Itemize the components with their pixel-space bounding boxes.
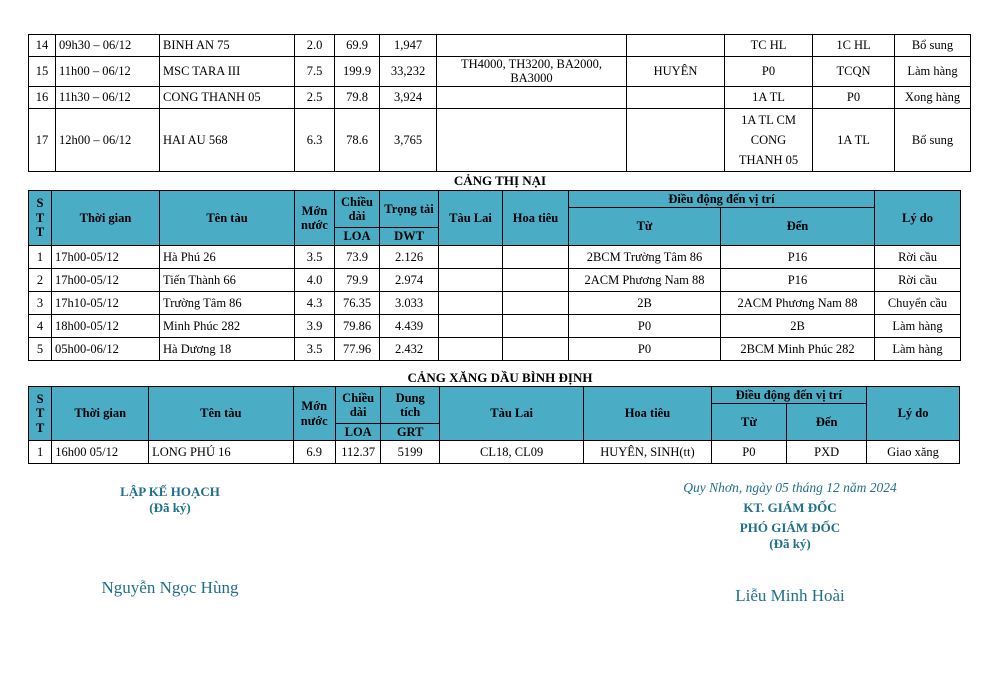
- left-role: LẬP KẾ HOẠCH: [120, 484, 220, 499]
- left-signed: (Đã ký): [149, 500, 191, 515]
- col-stt: S T T: [29, 387, 52, 441]
- cell-draft: 3.5: [295, 338, 335, 361]
- table-row: [29, 246, 961, 269]
- cell-from: P0: [711, 441, 787, 464]
- cell-to: TCQN: [813, 57, 895, 87]
- cell-stt: 3: [29, 292, 52, 315]
- cell-time: 11h00 – 06/12: [56, 57, 160, 87]
- cell-ship: Minh Phúc 282: [160, 315, 295, 338]
- xang-dau-table: [28, 386, 960, 464]
- cell-from: P0: [569, 315, 721, 338]
- cell-pilot: [503, 269, 569, 292]
- col-from: Từ: [569, 208, 721, 246]
- cell-ship: MSC TARA III: [160, 57, 295, 87]
- col-tonnage: Trọng tải: [380, 191, 439, 228]
- cell-tug: CL18, CL09: [439, 441, 583, 464]
- cell-draft: 2.0: [295, 35, 335, 57]
- col-time: Thời gian: [52, 191, 160, 246]
- cell-tug: TH4000, TH3200, BA2000, BA3000: [437, 57, 627, 87]
- col-tug: Tàu Lai: [439, 387, 583, 441]
- cell-time: 16h00 05/12: [52, 441, 149, 464]
- left-signature: [80, 484, 260, 598]
- col-loa: LOA: [335, 424, 380, 441]
- col-reason: Lý do: [867, 387, 960, 441]
- cell-tug: [439, 338, 503, 361]
- cell-draft: 6.3: [295, 108, 335, 171]
- cell-pilot: HUYÊN, SINH(tt): [584, 441, 711, 464]
- col-capacity: Dung tích: [381, 387, 440, 424]
- cell-tug: [439, 269, 503, 292]
- cell-from: 2ACM Phương Nam 88: [569, 269, 721, 292]
- cell-stt: 14: [29, 35, 56, 57]
- cell-stt: 17: [29, 108, 56, 171]
- cell-time: 17h00-05/12: [52, 246, 160, 269]
- col-pilot: Hoa tiêu: [503, 191, 569, 246]
- cell-loa: 76.35: [335, 292, 380, 315]
- cell-dwt: 3,924: [380, 86, 437, 108]
- cell-time: 12h00 – 06/12: [56, 108, 160, 171]
- cell-tug: [439, 246, 503, 269]
- cell-draft: 3.5: [295, 246, 335, 269]
- cell-from: 1A TL: [725, 86, 813, 108]
- cell-reason: Xong hàng: [895, 86, 971, 108]
- left-name: Nguyễn Ngọc Hùng: [101, 578, 239, 597]
- right-signature: [630, 480, 950, 606]
- cell-ship: CONG THANH 05: [160, 86, 295, 108]
- cell-from: 2BCM Trường Tâm 86: [569, 246, 721, 269]
- col-reason: Lý do: [875, 191, 961, 246]
- col-loa: LOA: [335, 228, 380, 246]
- thi-nai-table: [28, 190, 961, 361]
- cell-ship: Hà Dương 18: [160, 338, 295, 361]
- col-grt: GRT: [381, 424, 440, 441]
- cell-ship: Hà Phú 26: [160, 246, 295, 269]
- table-row: [29, 35, 971, 57]
- cell-reason: Làm hàng: [875, 338, 961, 361]
- col-time: Thời gian: [52, 387, 149, 441]
- col-length: Chiều dài: [335, 191, 380, 228]
- cell-draft: 6.9: [293, 441, 335, 464]
- cell-reason: Làm hàng: [875, 315, 961, 338]
- col-to: Đến: [721, 208, 875, 246]
- col-from: Từ: [711, 404, 787, 441]
- cell-ship: HAI AU 568: [160, 108, 295, 171]
- table-row: [29, 57, 971, 87]
- cell-dwt: 4.439: [380, 315, 439, 338]
- cell-tug: [437, 108, 627, 171]
- cell-to: P16: [721, 269, 875, 292]
- cell-from: TC HL: [725, 35, 813, 57]
- cell-time: 17h00-05/12: [52, 269, 160, 292]
- cell-reason: Giao xăng: [867, 441, 960, 464]
- col-move: Điều động đến vị trí: [711, 387, 867, 404]
- cell-grt: 5199: [381, 441, 440, 464]
- cell-stt: 1: [29, 441, 52, 464]
- continuation-table: [28, 34, 971, 172]
- cell-pilot: [503, 292, 569, 315]
- table-row: [29, 108, 971, 171]
- cell-loa: 112.37: [335, 441, 380, 464]
- cell-draft: 4.0: [295, 269, 335, 292]
- cell-pilot: [627, 108, 725, 171]
- cell-dwt: 2.974: [380, 269, 439, 292]
- xang-dau-title: CẢNG XĂNG DẦU BÌNH ĐỊNH: [407, 370, 593, 385]
- col-pilot: Hoa tiêu: [584, 387, 711, 441]
- cell-draft: 7.5: [295, 57, 335, 87]
- cell-from: 1A TL CM CONG THANH 05: [725, 108, 813, 171]
- cell-ship: LONG PHÚ 16: [149, 441, 293, 464]
- cell-time: 05h00-06/12: [52, 338, 160, 361]
- cell-to: 1A TL: [813, 108, 895, 171]
- cell-loa: 79.86: [335, 315, 380, 338]
- col-tug: Tàu Lai: [439, 191, 503, 246]
- col-stt: S T T: [29, 191, 52, 246]
- cell-tug: [439, 315, 503, 338]
- col-move: Điều động đến vị trí: [569, 191, 875, 208]
- cell-to: P16: [721, 246, 875, 269]
- cell-to: PXD: [787, 441, 867, 464]
- cell-reason: Rời cầu: [875, 246, 961, 269]
- cell-from: P0: [725, 57, 813, 87]
- cell-loa: 69.9: [335, 35, 380, 57]
- table-row: [29, 292, 961, 315]
- cell-draft: 2.5: [295, 86, 335, 108]
- cell-pilot: HUYÊN: [627, 57, 725, 87]
- table-row: [29, 315, 961, 338]
- cell-loa: 73.9: [335, 246, 380, 269]
- cell-reason: Rời cầu: [875, 269, 961, 292]
- cell-tug: [437, 86, 627, 108]
- cell-time: 11h30 – 06/12: [56, 86, 160, 108]
- cell-ship: Tiến Thành 66: [160, 269, 295, 292]
- right-name: Liễu Minh Hoài: [735, 586, 845, 605]
- right-signed: (Đã ký): [769, 536, 811, 551]
- cell-to: 2ACM Phương Nam 88: [721, 292, 875, 315]
- col-dwt: DWT: [380, 228, 439, 246]
- cell-stt: 1: [29, 246, 52, 269]
- cell-stt: 16: [29, 86, 56, 108]
- cell-draft: 4.3: [295, 292, 335, 315]
- cell-pilot: [627, 35, 725, 57]
- cell-stt: 5: [29, 338, 52, 361]
- cell-loa: 199.9: [335, 57, 380, 87]
- cell-stt: 4: [29, 315, 52, 338]
- cell-loa: 79.8: [335, 86, 380, 108]
- cell-reason: Bổ sung: [895, 108, 971, 171]
- cell-from: P0: [569, 338, 721, 361]
- cell-reason: Chuyển cầu: [875, 292, 961, 315]
- cell-to: 2BCM Minh Phúc 282: [721, 338, 875, 361]
- cell-time: 17h10-05/12: [52, 292, 160, 315]
- cell-reason: Làm hàng: [895, 57, 971, 87]
- cell-pilot: [503, 315, 569, 338]
- right-role-1: KT. GIÁM ĐỐC: [743, 500, 837, 515]
- right-role-2: PHÓ GIÁM ĐỐC: [739, 520, 841, 535]
- cell-tug: [437, 35, 627, 57]
- cell-to: 2B: [721, 315, 875, 338]
- cell-loa: 79.9: [335, 269, 380, 292]
- col-draft: Mớn nước: [295, 191, 335, 246]
- cell-loa: 77.96: [335, 338, 380, 361]
- cell-dwt: 2.126: [380, 246, 439, 269]
- table-row: [29, 86, 971, 108]
- cell-dwt: 3.033: [380, 292, 439, 315]
- col-length: Chiều dài: [335, 387, 380, 424]
- col-draft: Mớn nước: [293, 387, 335, 441]
- cell-from: 2B: [569, 292, 721, 315]
- thi-nai-title: CẢNG THỊ NẠI: [453, 173, 547, 188]
- cell-pilot: [503, 246, 569, 269]
- cell-stt: 2: [29, 269, 52, 292]
- table-row: [29, 338, 961, 361]
- cell-dwt: 33,232: [380, 57, 437, 87]
- cell-dwt: 3,765: [380, 108, 437, 171]
- place-date: Quy Nhơn, ngày 05 tháng 12 năm 2024: [683, 480, 897, 495]
- col-to: Đến: [787, 404, 867, 441]
- cell-time: 09h30 – 06/12: [56, 35, 160, 57]
- cell-pilot: [627, 86, 725, 108]
- table-row: [29, 441, 960, 464]
- cell-dwt: 2.432: [380, 338, 439, 361]
- cell-pilot: [503, 338, 569, 361]
- cell-ship: BINH AN 75: [160, 35, 295, 57]
- cell-to: P0: [813, 86, 895, 108]
- cell-loa: 78.6: [335, 108, 380, 171]
- cell-time: 18h00-05/12: [52, 315, 160, 338]
- cell-to: 1C HL: [813, 35, 895, 57]
- cell-stt: 15: [29, 57, 56, 87]
- table-row: [29, 269, 961, 292]
- cell-draft: 3.9: [295, 315, 335, 338]
- col-ship: Tên tàu: [160, 191, 295, 246]
- cell-dwt: 1,947: [380, 35, 437, 57]
- cell-tug: [439, 292, 503, 315]
- cell-ship: Trường Tâm 86: [160, 292, 295, 315]
- col-ship: Tên tàu: [149, 387, 293, 441]
- cell-reason: Bổ sung: [895, 35, 971, 57]
